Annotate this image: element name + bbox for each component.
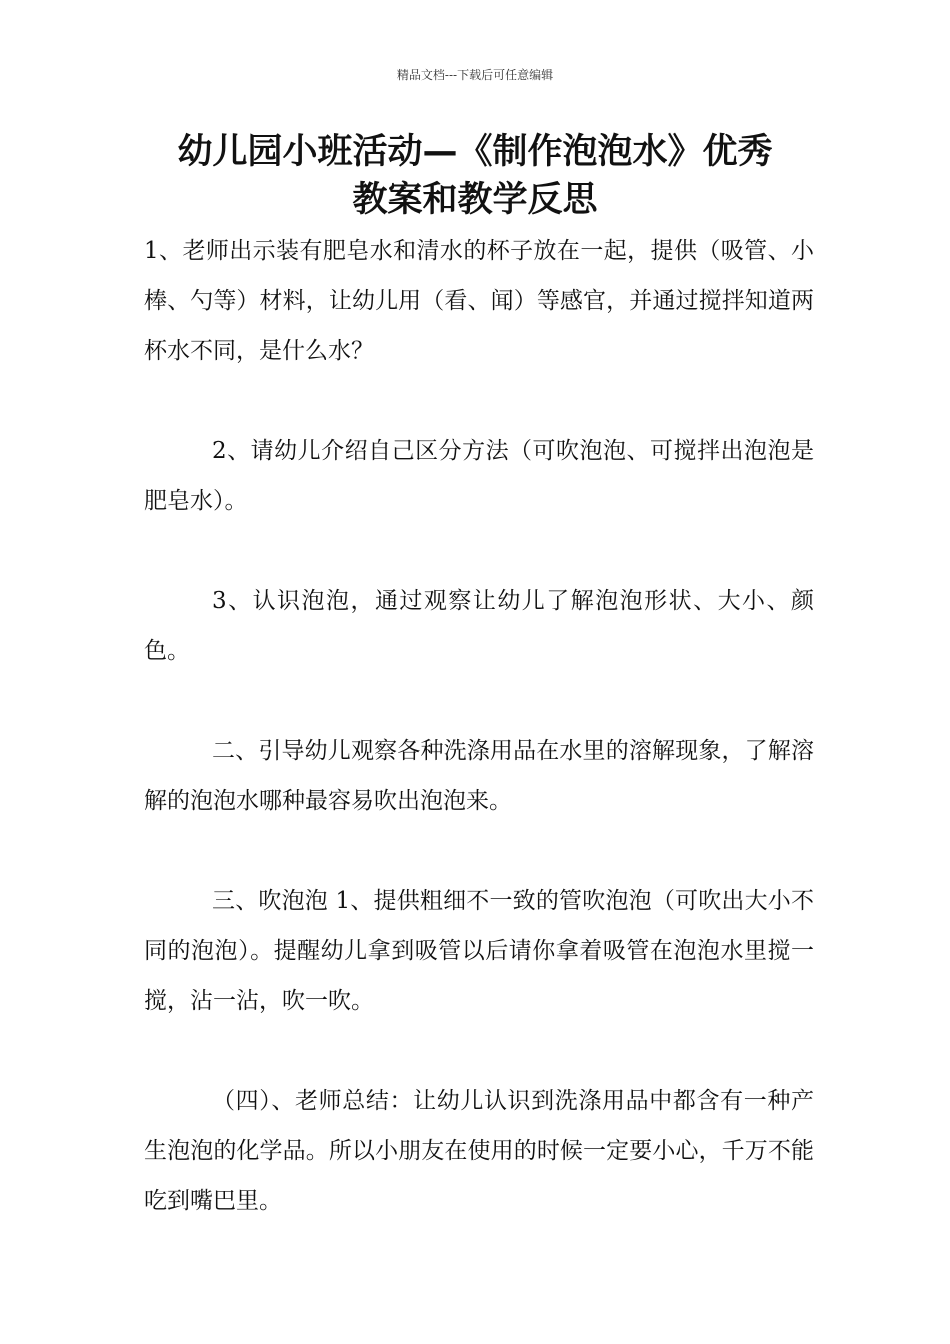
paragraph-5: 三、吹泡泡 1、提供粗细不一致的管吹泡泡（可吹出大小不同的泡泡）。提醒幼儿拿到吸管以后请你拿着吸管在泡泡水里搅一搅，沾一沾，吹一吹。 xyxy=(144,888,814,1014)
document-title-line-2: 教案和教学反思 xyxy=(352,180,598,220)
paragraph-4: 二、引导幼儿观察各种洗涤用品在水里的溶解现象，了解溶解的泡泡水哪种最容易吹出泡泡来。 xyxy=(144,738,814,814)
paragraph-3: 3、认识泡泡，通过观察让幼儿了解泡泡形状、大小、颜色。 xyxy=(144,588,814,664)
paragraph-2: 2、请幼儿介绍自己区分方法（可吹泡泡、可搅拌出泡泡是肥皂水）。 xyxy=(144,438,814,514)
document-body xyxy=(144,226,814,1276)
paragraph-6: （四）、老师总结：让幼儿认识到洗涤用品中都含有一种产生泡泡的化学品。所以小朋友在使用的时候一定要小心，千万不能吃到嘴巴里。 xyxy=(144,1088,814,1214)
document-title-line-1: 幼儿园小班活动—《制作泡泡水》优秀 xyxy=(177,132,773,172)
page-header-note: 精品文档---下载后可任意编辑 xyxy=(396,68,554,82)
document-title xyxy=(110,128,840,224)
paragraph-1: 1、老师出示装有肥皂水和清水的杯子放在一起，提供（吸管、小棒、勺等）材料，让幼儿用（看、闻）等感官，并通过搅拌知道两杯水不同，是什么水？ xyxy=(144,238,814,364)
